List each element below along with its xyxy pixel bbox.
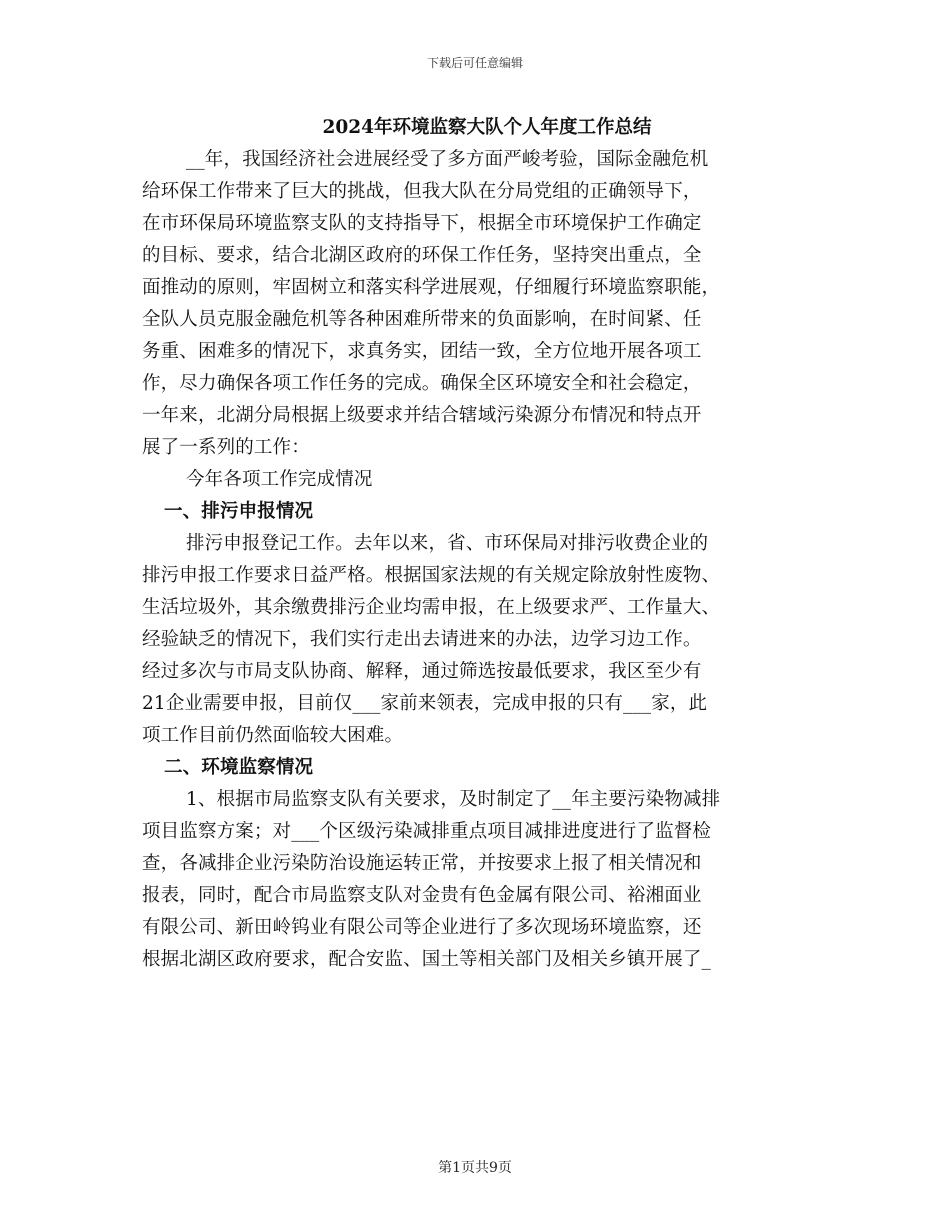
paragraph-line: 展了一系列的工作： [142,437,310,458]
paragraph-line: 排污申报登记工作。去年以来，省、市环保局对排污收费企业的 [186,533,709,554]
paragraph-line: 项目监察方案；对___个区级污染减排重点项目减排进度进行了监督检 [142,821,712,842]
paragraph-line: 21企业需要申报，目前仅___家前来领表，完成申报的只有___家，此 [142,693,708,714]
paragraph-line: 项工作目前仍然面临较大困难。 [142,725,404,746]
paragraph-line: 有限公司、新田岭钨业有限公司等企业进行了多次现场环境监察，还 [142,917,702,938]
paragraph-line: 根据北湖区政府要求，配合安监、国土等相关部门及相关乡镇开展了_ [142,949,711,970]
paragraph-line: 1、根据市局监察支队有关要求，及时制定了__年主要污染物减排 [186,789,721,810]
page-number-footer: 第1页共9页 [438,1160,512,1176]
subheading-line: 今年各项工作完成情况 [186,469,373,490]
document-title: 2024年环境监察大队个人年度工作总结 [322,117,652,138]
header-note: 下载后可任意编辑 [426,56,523,70]
paragraph-line: __年，我国经济社会进展经受了多方面严峻考验，国际金融危机 [186,149,709,170]
paragraph-line: 作，尽力确保各项工作任务的完成。确保全区环境安全和社会稳定， [142,373,702,394]
document-body [142,112,808,976]
paragraph-line: 报表，同时，配合市局监察支队对金贵有色金属有限公司、裕湘面业 [142,885,702,906]
paragraph-line: 给环保工作带来了巨大的挑战，但我大队在分局党组的正确领导下， [142,181,702,202]
paragraph-line: 在市环保局环境监察支队的支持指导下，根据全市环境保护工作确定 [142,213,702,234]
paragraph-line: 经过多次与市局支队协商、解释，通过筛选按最低要求，我区至少有 [142,661,702,682]
paragraph-line: 全队人员克服金融危机等各种困难所带来的负面影响，在时间紧、任 [142,309,702,330]
paragraph-line: 务重、困难多的情况下，求真务实，团结一致，全方位地开展各项工 [142,341,702,362]
paragraph-line: 面推动的原则，牢固树立和落实科学进展观，仔细履行环境监察职能， [142,277,721,298]
section-heading-2: 二、环境监察情况 [164,757,314,778]
paragraph-line: 查，各减排企业污染防治设施运转正常，并按要求上报了相关情况和 [142,853,702,874]
paragraph-line: 排污申报工作要求日益严格。根据国家法规的有关规定除放射性废物、 [142,565,721,586]
paragraph-line: 生活垃圾外，其余缴费排污企业均需申报，在上级要求严、工作量大、 [142,597,721,618]
paragraph-line: 一年来，北湖分局根据上级要求并结合辖域污染源分布情况和特点开 [142,405,702,426]
paragraph-line: 的目标、要求，结合北湖区政府的环保工作任务，坚持突出重点，全 [142,245,702,266]
section-heading-1: 一、排污申报情况 [164,501,314,522]
paragraph-line: 经验缺乏的情况下，我们实行走出去请进来的办法，边学习边工作。 [142,629,702,650]
